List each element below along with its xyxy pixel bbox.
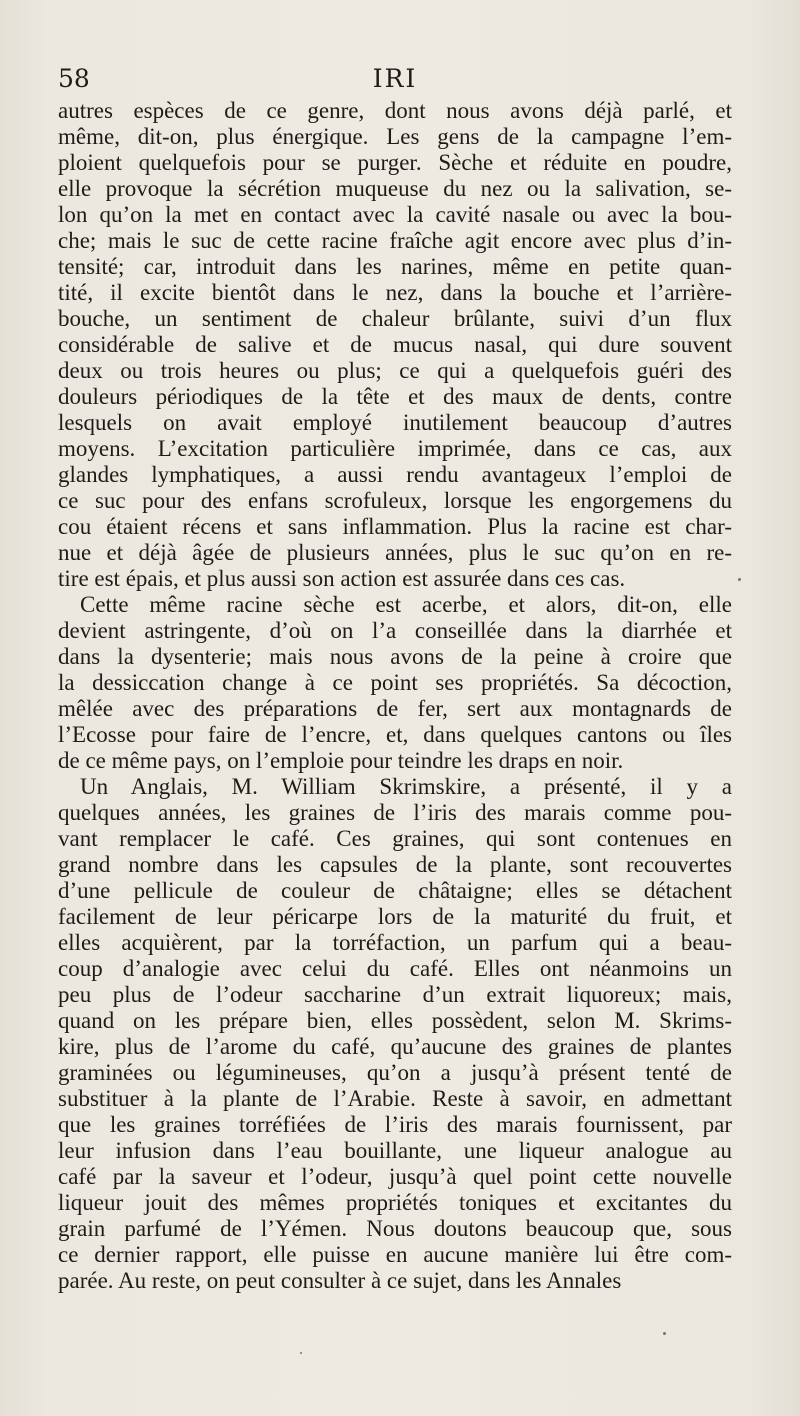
- text-line: cou étaient récens et sans inflammation. Plus la racine est char-: [58, 514, 732, 539]
- text-line: même, dit-on, plus énergique. Les gens de la campagne l’em-: [58, 124, 732, 149]
- text-line: mêlée avec des préparations de fer, sert aux montagnards de: [58, 696, 732, 721]
- page-header: [58, 64, 732, 94]
- text-line: dans la dysenterie; mais nous avons de la peine à croire que: [58, 644, 732, 669]
- text-line: kire, plus de l’arome du café, qu’aucune des graines de plantes: [58, 1034, 732, 1059]
- text-line: ploient quelquefois pour se purger. Sèche et réduite en poudre,: [58, 150, 732, 175]
- paper-speck: [738, 578, 741, 581]
- running-head: IRI: [372, 64, 418, 93]
- text-line: d’une pellicule de couleur de châtaigne; elles se détachent: [58, 878, 732, 903]
- text-line: coup d’analogie avec celui du café. Elles ont néanmoins un: [58, 956, 732, 981]
- text-line: leur infusion dans l’eau bouillante, une liqueur analogue au: [58, 1138, 732, 1163]
- text-line: glandes lymphatiques, a aussi rendu avantageux l’emploi de: [58, 462, 732, 487]
- text-line: de ce même pays, on l’emploie pour teindre les draps en noir.: [58, 748, 624, 773]
- text-line: quand on les prépare bien, elles possèdent, selon M. Skrims-: [58, 1008, 732, 1033]
- text-line: ce suc pour des enfans scrofuleux, lorsque les engorgemens du: [58, 488, 732, 513]
- text-line: la dessiccation change à ce point ses propriétés. Sa décoction,: [58, 670, 732, 695]
- text-line: liqueur jouit des mêmes propriétés toniques et excitantes du: [58, 1190, 732, 1215]
- text-line: facilement de leur péricarpe lors de la maturité du fruit, et: [58, 904, 732, 929]
- text-line: devient astringente, d’où on l’a conseillée dans la diarrhée et: [58, 618, 732, 643]
- text-line: elle provoque la sécrétion muqueuse du nez ou la salivation, se-: [58, 176, 732, 201]
- text-line: considérable de salive et de mucus nasal, qui dure souvent: [58, 332, 732, 357]
- paragraph: [58, 98, 732, 592]
- text-line: tire est épais, et plus aussi son action est assurée dans ces cas.: [58, 566, 626, 591]
- text-line: che; mais le suc de cette racine fraîche agit encore avec plus d’in-: [58, 228, 732, 253]
- text-line: Cette même racine sèche est acerbe, et alors, dit-on, elle: [80, 592, 732, 617]
- text-line: vant remplacer le café. Ces graines, qui sont contenues en: [58, 826, 732, 851]
- text-line: bouche, un sentiment de chaleur brûlante, suivi d’un flux: [58, 306, 732, 331]
- text-line: grain parfumé de l’Yémen. Nous doutons beaucoup que, sous: [58, 1216, 732, 1241]
- text-line: peu plus de l’odeur saccharine d’un extrait liquoreux; mais,: [58, 982, 732, 1007]
- paragraph: [58, 592, 732, 774]
- text-line: quelques années, les graines de l’iris des marais comme pou-: [58, 800, 732, 825]
- text-line: lon qu’on la met en contact avec la cavité nasale ou avec la bou-: [58, 202, 732, 227]
- text-line: moyens. L’excitation particulière imprimée, dans ce cas, aux: [58, 436, 732, 461]
- text-line: tité, il excite bientôt dans le nez, dans la bouche et l’arrière-: [58, 280, 732, 305]
- text-line: deux ou trois heures ou plus; ce qui a quelquefois guéri des: [58, 358, 732, 383]
- text-line: ce dernier rapport, elle puisse en aucune manière lui être com-: [58, 1242, 732, 1267]
- paper-speck: [300, 1352, 302, 1354]
- paragraph: [58, 774, 732, 1294]
- text-line: graminées ou légumineuses, qu’on a jusqu’à présent tenté de: [58, 1060, 732, 1085]
- text-line: lesquels on avait employé inutilement beaucoup d’autres: [58, 410, 732, 435]
- text-line: elles acquièrent, par la torréfaction, un parfum qui a beau-: [58, 930, 732, 955]
- text-line: nue et déjà âgée de plusieurs années, plus le suc qu’on en re-: [58, 540, 732, 565]
- text-line: que les graines torréfiées de l’iris des marais fournissent, par: [58, 1112, 732, 1137]
- text-line: l’Ecosse pour faire de l’encre, et, dans quelques cantons ou îles: [58, 722, 732, 747]
- page-number: 58: [58, 64, 90, 93]
- text-line: parée. Au reste, on peut consulter à ce sujet, dans les Annales: [58, 1268, 622, 1293]
- text-line: café par la saveur et l’odeur, jusqu’à quel point cette nouvelle: [58, 1164, 732, 1189]
- text-line: tensité; car, introduit dans les narines, même en petite quan-: [58, 254, 732, 279]
- text-line: substituer à la plante de l’Arabie. Reste à savoir, en admettant: [58, 1086, 732, 1111]
- paper-speck: [663, 1332, 666, 1335]
- text-line: douleurs périodiques de la tête et des maux de dents, contre: [58, 384, 732, 409]
- text-line: Un Anglais, M. William Skrimskire, a présenté, il y a: [80, 774, 732, 799]
- text-line: autres espèces de ce genre, dont nous avons déjà parlé, et: [58, 98, 732, 123]
- body-text: [58, 98, 732, 1294]
- text-line: grand nombre dans les capsules de la plante, sont recouvertes: [58, 852, 732, 877]
